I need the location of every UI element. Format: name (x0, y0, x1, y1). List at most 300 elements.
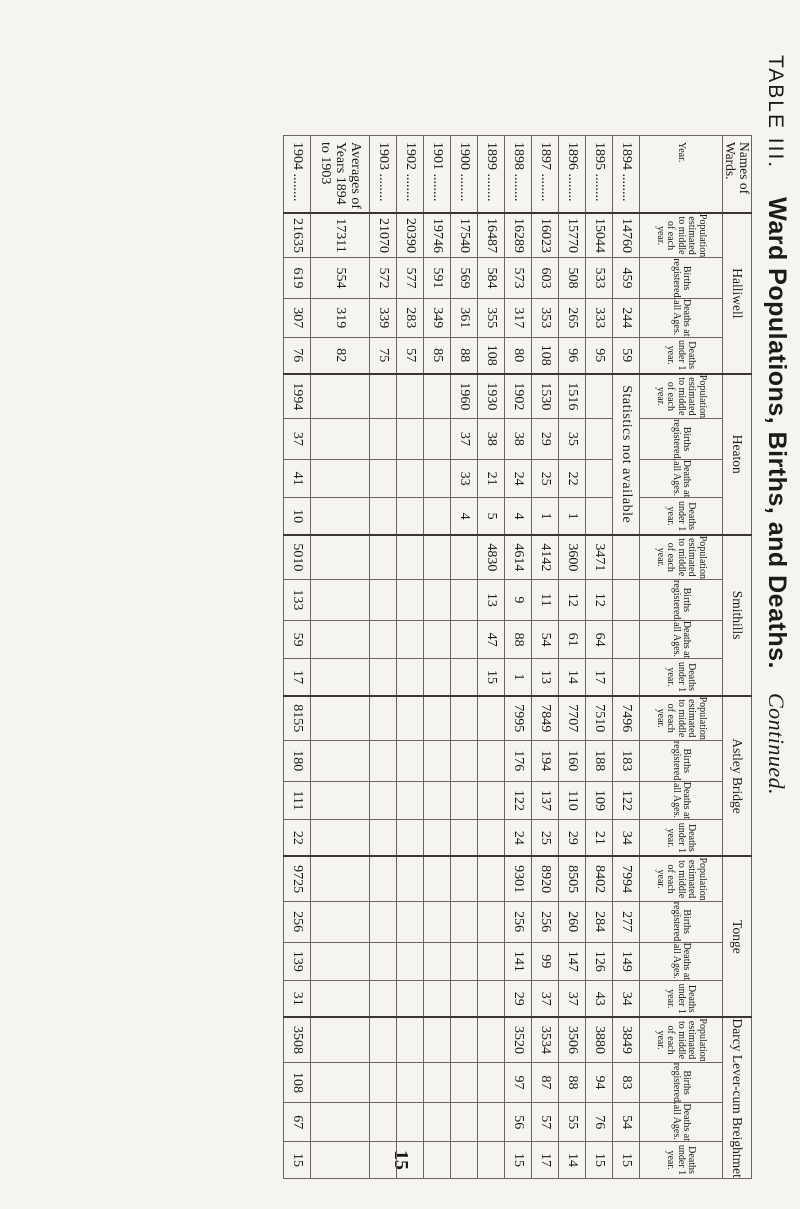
value-cell: 15 (504, 1142, 531, 1179)
value-cell: 8155 (283, 696, 310, 741)
value-cell (396, 1062, 423, 1103)
value-cell: 75 (369, 337, 396, 374)
value-cell: 333 (585, 298, 612, 337)
table-row (396, 136, 423, 1179)
value-cell (396, 856, 423, 901)
value-cell: 349 (423, 298, 450, 337)
column-header-deaths-all-ages: Deaths at all Ages. (639, 1103, 722, 1142)
ward-name: Heaton (722, 374, 751, 535)
value-cell (369, 459, 396, 498)
column-header-deaths-under-1: Deaths under 1 year. (639, 1142, 722, 1179)
value-cell: 31 (283, 981, 310, 1018)
value-cell: 17540 (450, 213, 477, 258)
value-cell: 29 (504, 981, 531, 1018)
value-cell: 149 (612, 942, 639, 981)
table-row (283, 136, 310, 1179)
year-cell: 1899 ........ (477, 136, 504, 213)
value-cell: 15 (585, 1142, 612, 1179)
value-cell: 88 (504, 620, 531, 659)
value-cell (369, 374, 396, 419)
value-cell (450, 535, 477, 580)
value-cell: 57 (396, 337, 423, 374)
value-cell (310, 856, 369, 901)
value-cell: 96 (558, 337, 585, 374)
column-header-births: Births registered. (639, 1062, 722, 1103)
value-cell (477, 1017, 504, 1062)
value-cell: 22 (558, 459, 585, 498)
value-cell (477, 1062, 504, 1103)
value-cell: 3534 (531, 1017, 558, 1062)
year-cell: 1897 ........ (531, 136, 558, 213)
value-cell (423, 901, 450, 942)
value-cell: 137 (531, 781, 558, 820)
value-cell: 572 (369, 258, 396, 299)
ward-name: Smithills (722, 535, 751, 696)
ward-name: Tonge (722, 856, 751, 1017)
value-cell (450, 1103, 477, 1142)
value-cell: 67 (283, 1103, 310, 1142)
value-cell (585, 498, 612, 535)
value-cell: 353 (531, 298, 558, 337)
value-cell (396, 1103, 423, 1142)
value-cell: 126 (585, 942, 612, 981)
table-heading (761, 55, 795, 795)
value-cell (423, 659, 450, 696)
value-cell: 3506 (558, 1017, 585, 1062)
year-cell: 1901 ........ (423, 136, 450, 213)
value-cell: 256 (504, 901, 531, 942)
value-cell: 109 (585, 781, 612, 820)
value-cell (423, 498, 450, 535)
value-cell (450, 901, 477, 942)
value-cell: 619 (283, 258, 310, 299)
value-cell: 16289 (504, 213, 531, 258)
value-cell: 94 (585, 1062, 612, 1103)
year-cell: 1902 ........ (396, 136, 423, 213)
value-cell (310, 781, 369, 820)
value-cell: 9301 (504, 856, 531, 901)
ward-name: Halliwell (722, 213, 751, 374)
value-cell (310, 1103, 369, 1142)
value-cell (423, 620, 450, 659)
column-header-deaths-all-ages: Deaths at all Ages. (639, 781, 722, 820)
value-cell: 265 (558, 298, 585, 337)
value-cell: 180 (283, 740, 310, 781)
value-cell (450, 942, 477, 981)
value-cell (423, 459, 450, 498)
value-cell (423, 1103, 450, 1142)
value-cell (396, 535, 423, 580)
value-cell (369, 901, 396, 942)
value-cell (310, 374, 369, 419)
value-cell: 284 (585, 901, 612, 942)
year-cell: 1904 ........ (283, 136, 310, 213)
column-header-population: Population estimated to middle of each year. (639, 1017, 722, 1062)
year-cell: Averages of Years 1894 to 1903 (310, 136, 369, 213)
value-cell: 13 (531, 659, 558, 696)
value-cell (396, 1017, 423, 1062)
year-header: Year. (639, 136, 722, 213)
value-cell: 22 (283, 820, 310, 857)
value-cell: 17311 (310, 213, 369, 258)
year-cell: 1896 ........ (558, 136, 585, 213)
value-cell (423, 535, 450, 580)
year-cell: 1895 ........ (585, 136, 612, 213)
value-cell: 4830 (477, 535, 504, 580)
value-cell (450, 781, 477, 820)
year-cell: 1894 ........ (612, 136, 639, 213)
value-cell: 29 (531, 419, 558, 460)
value-cell: 59 (283, 620, 310, 659)
value-cell: 54 (531, 620, 558, 659)
value-cell: 97 (504, 1062, 531, 1103)
value-cell (369, 942, 396, 981)
value-cell: 59 (612, 337, 639, 374)
value-cell (369, 856, 396, 901)
value-cell: 3600 (558, 535, 585, 580)
value-cell: 16487 (477, 213, 504, 258)
value-cell: 8402 (585, 856, 612, 901)
ward-header-row (722, 136, 751, 1179)
value-cell: 55 (558, 1103, 585, 1142)
value-cell: 139 (283, 942, 310, 981)
ward-statistics-table (283, 135, 752, 1179)
value-cell: 82 (310, 337, 369, 374)
value-cell: 108 (477, 337, 504, 374)
table-row (504, 136, 531, 1179)
column-header-deaths-all-ages: Deaths at all Ages. (639, 298, 722, 337)
value-cell: 99 (531, 942, 558, 981)
value-cell (310, 820, 369, 857)
value-cell: 43 (585, 981, 612, 1018)
not-available-note: Statistics not available (612, 374, 639, 535)
value-cell: 9725 (283, 856, 310, 901)
value-cell: 577 (396, 258, 423, 299)
value-cell: 38 (504, 419, 531, 460)
value-cell (369, 498, 396, 535)
value-cell: 122 (504, 781, 531, 820)
value-cell (585, 459, 612, 498)
value-cell: 5 (477, 498, 504, 535)
value-cell: 3471 (585, 535, 612, 580)
value-cell: 244 (612, 298, 639, 337)
value-cell (369, 981, 396, 1018)
value-cell: 15770 (558, 213, 585, 258)
column-header-deaths-all-ages: Deaths at all Ages. (639, 459, 722, 498)
value-cell (450, 1142, 477, 1179)
value-cell (396, 820, 423, 857)
value-cell: 317 (504, 298, 531, 337)
value-cell: 88 (450, 337, 477, 374)
value-cell: 29 (558, 820, 585, 857)
value-cell (369, 1142, 396, 1179)
value-cell (585, 374, 612, 419)
value-cell: 4142 (531, 535, 558, 580)
column-header-deaths-under-1: Deaths under 1 year. (639, 498, 722, 535)
value-cell: 533 (585, 258, 612, 299)
value-cell (477, 981, 504, 1018)
value-cell: 85 (423, 337, 450, 374)
value-cell (423, 374, 450, 419)
value-cell: 4614 (504, 535, 531, 580)
value-cell (477, 1142, 504, 1179)
column-header-population: Population estimated to middle of each year. (639, 374, 722, 419)
value-cell (396, 1142, 423, 1179)
value-cell (369, 820, 396, 857)
column-header-row (639, 136, 722, 1179)
value-cell: 21070 (369, 213, 396, 258)
column-header-births: Births registered. (639, 419, 722, 460)
year-cell: 1898 ........ (504, 136, 531, 213)
table-row (558, 136, 585, 1179)
value-cell (369, 1017, 396, 1062)
value-cell: 83 (612, 1062, 639, 1103)
value-cell: 8920 (531, 856, 558, 901)
value-cell: 38 (477, 419, 504, 460)
value-cell (396, 659, 423, 696)
column-header-deaths-under-1: Deaths under 1 year. (639, 981, 722, 1018)
value-cell (423, 781, 450, 820)
value-cell (310, 459, 369, 498)
value-cell: 108 (283, 1062, 310, 1103)
value-cell: 5010 (283, 535, 310, 580)
value-cell: 4 (504, 498, 531, 535)
table-row (450, 136, 477, 1179)
column-header-population: Population estimated to middle of each year. (639, 696, 722, 741)
value-cell: 7995 (504, 696, 531, 741)
table-row (310, 136, 369, 1179)
column-header-deaths-all-ages: Deaths at all Ages. (639, 942, 722, 981)
value-cell (450, 981, 477, 1018)
value-cell (423, 1017, 450, 1062)
value-cell: 14 (558, 659, 585, 696)
value-cell: 20390 (396, 213, 423, 258)
value-cell: 8505 (558, 856, 585, 901)
value-cell (423, 740, 450, 781)
value-cell (396, 696, 423, 741)
value-cell: 24 (504, 459, 531, 498)
value-cell: 24 (504, 820, 531, 857)
page-number: 15 (390, 1150, 412, 1170)
value-cell: 603 (531, 258, 558, 299)
value-cell: 10 (283, 498, 310, 535)
value-cell: 3880 (585, 1017, 612, 1062)
value-cell: 25 (531, 820, 558, 857)
value-cell: 9 (504, 579, 531, 620)
names-of-wards-header: Names of Wards. (722, 136, 751, 213)
value-cell: 1530 (531, 374, 558, 419)
value-cell: 15 (612, 1142, 639, 1179)
value-cell: 1994 (283, 374, 310, 419)
value-cell (423, 419, 450, 460)
value-cell (450, 696, 477, 741)
value-cell (477, 942, 504, 981)
value-cell: 15 (477, 659, 504, 696)
value-cell (310, 981, 369, 1018)
value-cell: 15 (283, 1142, 310, 1179)
value-cell: 7510 (585, 696, 612, 741)
value-cell: 3508 (283, 1017, 310, 1062)
table-row (477, 136, 504, 1179)
value-cell: 7849 (531, 696, 558, 741)
value-cell (477, 901, 504, 942)
value-cell: 111 (283, 781, 310, 820)
value-cell (423, 856, 450, 901)
value-cell: 56 (504, 1103, 531, 1142)
value-cell: 14760 (612, 213, 639, 258)
value-cell: 176 (504, 740, 531, 781)
value-cell: 21 (585, 820, 612, 857)
value-cell: 7496 (612, 696, 639, 741)
value-cell (477, 1103, 504, 1142)
value-cell (396, 781, 423, 820)
table-label: TABLE III. (764, 55, 787, 170)
value-cell: 57 (531, 1103, 558, 1142)
value-cell (423, 579, 450, 620)
value-cell: 47 (477, 620, 504, 659)
ward-name: Astley Bridge (722, 696, 751, 857)
value-cell: 12 (558, 579, 585, 620)
value-cell: 19746 (423, 213, 450, 258)
value-cell: 141 (504, 942, 531, 981)
value-cell: 1 (531, 498, 558, 535)
value-cell: 459 (612, 258, 639, 299)
value-cell: 17 (283, 659, 310, 696)
value-cell: 17 (585, 659, 612, 696)
value-cell (310, 535, 369, 580)
column-header-deaths-all-ages: Deaths at all Ages. (639, 620, 722, 659)
value-cell (477, 696, 504, 741)
value-cell (310, 696, 369, 741)
value-cell: 25 (531, 459, 558, 498)
value-cell: 95 (585, 337, 612, 374)
value-cell (369, 781, 396, 820)
value-cell: 17 (531, 1142, 558, 1179)
value-cell: 508 (558, 258, 585, 299)
value-cell: 7707 (558, 696, 585, 741)
value-cell: 569 (450, 258, 477, 299)
column-header-population: Population estimated to middle of each year. (639, 856, 722, 901)
value-cell (369, 1103, 396, 1142)
value-cell (423, 981, 450, 1018)
value-cell (477, 781, 504, 820)
value-cell: 12 (585, 579, 612, 620)
value-cell (450, 856, 477, 901)
value-cell (369, 419, 396, 460)
column-header-population: Population estimated to middle of each year. (639, 535, 722, 580)
value-cell: 319 (310, 298, 369, 337)
value-cell: 1 (558, 498, 585, 535)
value-cell: 1 (504, 659, 531, 696)
value-cell (310, 1062, 369, 1103)
value-cell (369, 620, 396, 659)
value-cell (310, 740, 369, 781)
table-row (531, 136, 558, 1179)
value-cell: 14 (558, 1142, 585, 1179)
value-cell: 110 (558, 781, 585, 820)
value-cell: 122 (612, 781, 639, 820)
value-cell (396, 942, 423, 981)
value-cell: 260 (558, 901, 585, 942)
value-cell (612, 579, 639, 620)
value-cell (396, 374, 423, 419)
table-row (612, 136, 639, 1179)
value-cell: 76 (283, 337, 310, 374)
value-cell (310, 1017, 369, 1062)
value-cell: 13 (477, 579, 504, 620)
value-cell: 4 (450, 498, 477, 535)
value-cell (423, 1062, 450, 1103)
value-cell: 54 (612, 1103, 639, 1142)
value-cell: 37 (531, 981, 558, 1018)
value-cell (310, 1142, 369, 1179)
value-cell (310, 659, 369, 696)
value-cell (585, 419, 612, 460)
value-cell (612, 659, 639, 696)
value-cell: 80 (504, 337, 531, 374)
value-cell (477, 856, 504, 901)
value-cell: 283 (396, 298, 423, 337)
value-cell (369, 659, 396, 696)
value-cell (396, 498, 423, 535)
value-cell (423, 942, 450, 981)
table-row (369, 136, 396, 1179)
value-cell: 573 (504, 258, 531, 299)
value-cell (612, 620, 639, 659)
value-cell: 87 (531, 1062, 558, 1103)
value-cell: 41 (283, 459, 310, 498)
value-cell (396, 901, 423, 942)
value-cell: 307 (283, 298, 310, 337)
value-cell (396, 579, 423, 620)
value-cell: 34 (612, 981, 639, 1018)
value-cell: 584 (477, 258, 504, 299)
value-cell: 15044 (585, 213, 612, 258)
value-cell: 34 (612, 820, 639, 857)
value-cell: 194 (531, 740, 558, 781)
value-cell: 7994 (612, 856, 639, 901)
value-cell: 554 (310, 258, 369, 299)
value-cell: 160 (558, 740, 585, 781)
value-cell: 21635 (283, 213, 310, 258)
value-cell: 16023 (531, 213, 558, 258)
value-cell: 591 (423, 258, 450, 299)
table-row (423, 136, 450, 1179)
value-cell: 11 (531, 579, 558, 620)
value-cell (477, 740, 504, 781)
value-cell: 64 (585, 620, 612, 659)
column-header-deaths-under-1: Deaths under 1 year. (639, 659, 722, 696)
year-cell: 1903 ........ (369, 136, 396, 213)
value-cell: 256 (531, 901, 558, 942)
value-cell: 108 (531, 337, 558, 374)
value-cell: 277 (612, 901, 639, 942)
value-cell (369, 535, 396, 580)
value-cell: 1930 (477, 374, 504, 419)
value-cell: 21 (477, 459, 504, 498)
value-cell (477, 820, 504, 857)
column-header-births: Births registered. (639, 579, 722, 620)
value-cell (396, 620, 423, 659)
column-header-births: Births registered. (639, 901, 722, 942)
column-header-deaths-under-1: Deaths under 1 year. (639, 820, 722, 857)
value-cell: 37 (450, 419, 477, 460)
value-cell: 61 (558, 620, 585, 659)
value-cell (450, 740, 477, 781)
value-cell: 355 (477, 298, 504, 337)
value-cell: 37 (283, 419, 310, 460)
table-title: Ward Populations, Births, and Deaths. (763, 197, 791, 669)
